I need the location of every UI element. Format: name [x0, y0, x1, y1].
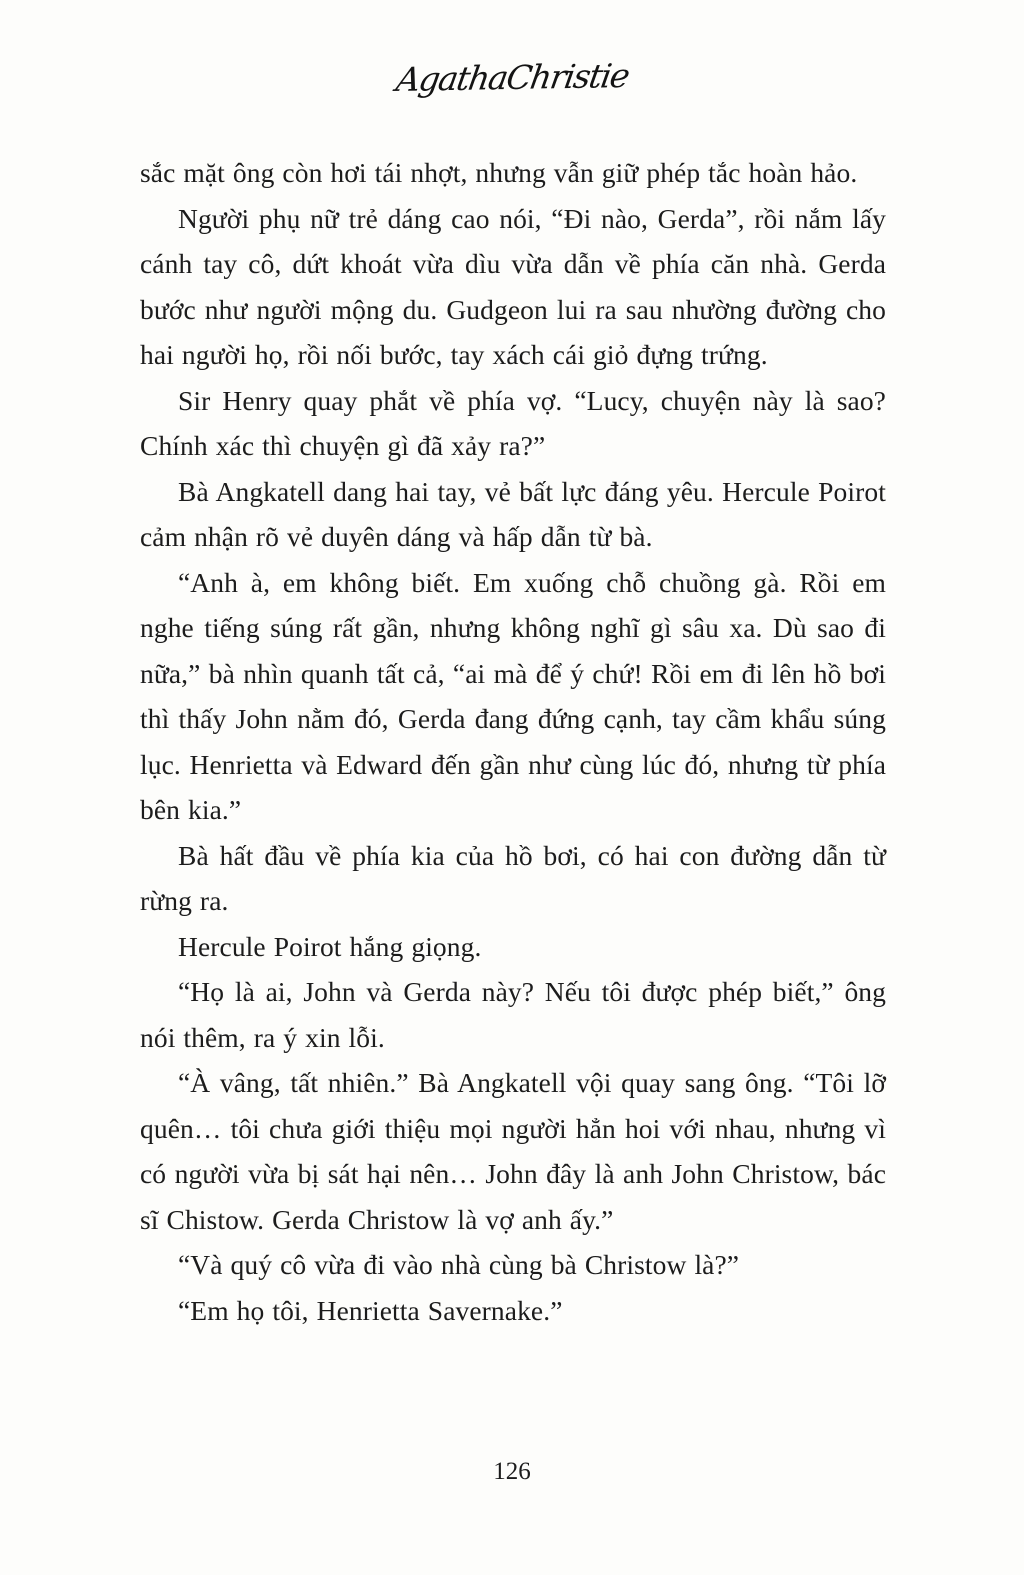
page-body: [140, 150, 886, 1333]
paragraph: Sir Henry quay phắt về phía vợ. “Lucy, chuyện này là sao? Chính xác thì chuyện gì đã xảy ra?”: [140, 384, 886, 461]
page-header: [0, 55, 1024, 100]
page-number: 126: [493, 1458, 531, 1485]
paragraph: “Họ là ai, John và Gerda này? Nếu tôi được phép biết,” ông nói thêm, ra ý xin lỗi.: [140, 976, 886, 1053]
paragraph: sắc mặt ông còn hơi tái nhợt, nhưng vẫn giữ phép tắc hoàn hảo.: [140, 157, 858, 188]
paragraph: “À vâng, tất nhiên.” Bà Angkatell vội quay sang ông. “Tôi lỡ quên… tôi chưa giới thiệu mọi người hẳn hoi với nhau, nhưng vì có người vừa bị sát hại nên… John đây là anh John Christow, bác sĩ Chistow. Gerda Christow là vợ anh ấy.”: [140, 1067, 886, 1235]
paragraph: “Anh à, em không biết. Em xuống chỗ chuồng gà. Rồi em nghe tiếng súng rất gần, nhưng không nghĩ gì sâu xa. Dù sao đi nữa,” bà nhìn quanh tất cả, “ai mà để ý chứ! Rồi em đi lên hồ bơi thì thấy John nằm đó, Gerda đang đứng cạnh, tay cầm khẩu súng lục. Henrietta và Edward đến gần như cùng lúc đó, nhưng từ phía bên kia.”: [140, 566, 886, 825]
page-footer: [0, 1458, 1024, 1486]
paragraph: Bà hất đầu về phía kia của hồ bơi, có hai con đường dẫn từ rừng ra.: [140, 839, 886, 916]
paragraph: “Và quý cô vừa đi vào nhà cùng bà Christow là?”: [178, 1249, 740, 1280]
author-signature-logo: AgathaChristie: [393, 55, 631, 100]
paragraph: Bà Angkatell dang hai tay, vẻ bất lực đáng yêu. Hercule Poirot cảm nhận rõ vẻ duyên dáng và hấp dẫn từ bà.: [140, 475, 886, 552]
paragraph: Người phụ nữ trẻ dáng cao nói, “Đi nào, Gerda”, rồi nắm lấy cánh tay cô, dứt khoát vừa dìu vừa dẫn về phía căn nhà. Gerda bước như người mộng du. Gudgeon lui ra sau nhường đường cho hai người họ, rồi nối bước, tay xách cái giỏ đựng trứng.: [140, 202, 886, 370]
paragraph: “Em họ tôi, Henrietta Savernake.”: [178, 1294, 563, 1326]
paragraph: Hercule Poirot hắng giọng.: [178, 930, 482, 962]
